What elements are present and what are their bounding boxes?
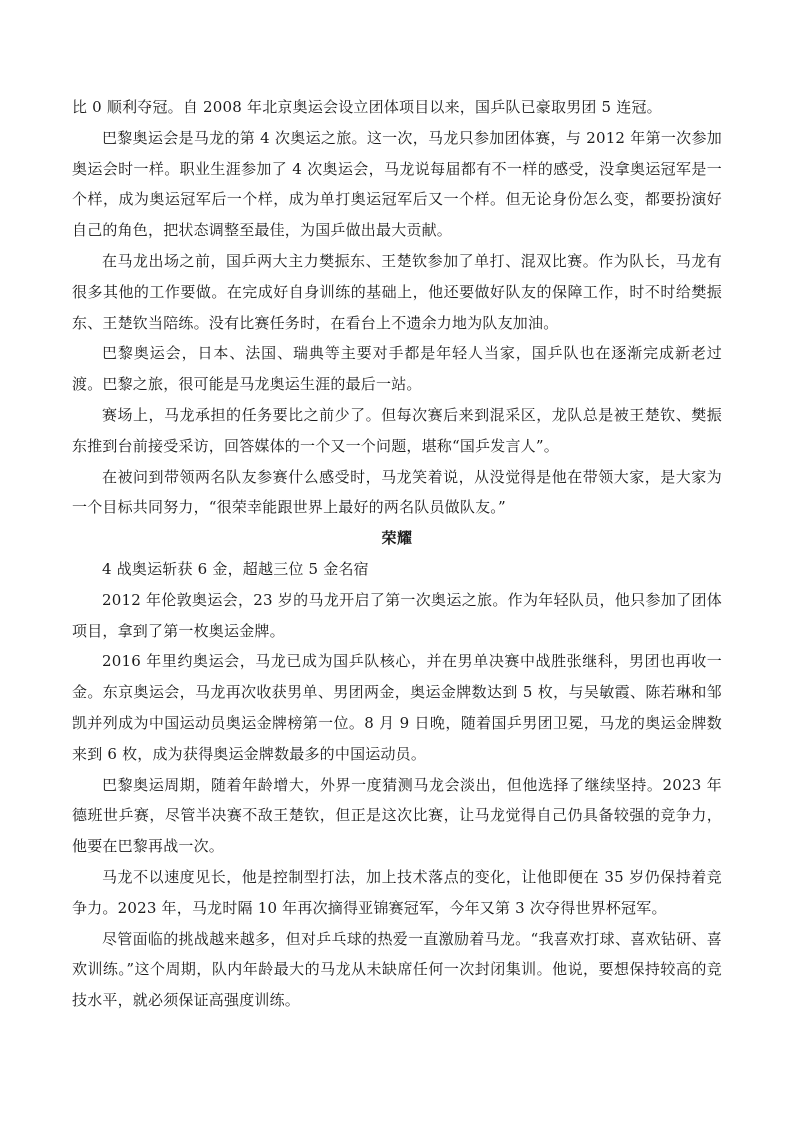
document-page: [72, 92, 722, 1016]
paragraph: 比 0 顺利夺冠。自 2008 年北京奥运会设立团体项目以来，国乒队已豪取男团 5 连冠。: [72, 98, 662, 116]
paragraph: 巴黎奥运周期，随着年龄增大，外界一度猜测马龙会淡出，但他选择了继续坚持。2023 年德班世乒赛，尽管半决赛不敌王楚钦，但正是这次比赛，让马龙觉得自己仍具备较强的竞争力，他要在巴黎再战一次。: [72, 775, 722, 856]
paragraph: 巴黎奥运会是马龙的第 4 次奥运之旅。这一次，马龙只参加团体赛，与 2012 年第一次参加奥运会时一样。职业生涯参加了 4 次奥运会，马龙说每届都有不一样的感受，没拿奥运冠军是一个样，成为奥运冠军后一个样，成为单打奥运冠军后又一个样。但无论身份怎么变，都要扮演好自己的角色，把状态调整至最佳，为国乒做出最大贡献。: [72, 128, 722, 240]
paragraph: 马龙不以速度见长，他是控制型打法，加上技术落点的变化，让他即便在 35 岁仍保持着竞争力。2023 年，马龙时隔 10 年再次摘得亚锦赛冠军，今年又第 3 次夺得世界杯冠军。: [72, 867, 722, 917]
paragraph: 2016 年里约奥运会，马龙已成为国乒队核心，并在男单决赛中战胜张继科，男团也再收一金。东京奥运会，马龙再次收获男单、男团两金，奥运金牌数达到 5 枚，与吴敏霞、陈若琳和邹凯并列成为中国运动员奥运金牌榜第一位。8 月 9 日晚，随着国乒男团卫冕，马龙的奥运金牌数来到 6 枚，成为获得奥运金牌数最多的中国运动员。: [72, 652, 722, 763]
section-title: 荣耀: [381, 529, 413, 548]
paragraph: 赛场上，马龙承担的任务要比之前少了。但每次赛后来到混采区，龙队总是被王楚钦、樊振东推到台前接受采访，回答媒体的一个又一个问题，堪称“国乒发言人”。: [72, 405, 722, 455]
paragraph: 在马龙出场之前，国乒两大主力樊振东、王楚钦参加了单打、混双比赛。作为队长，马龙有很多其他的工作要做。在完成好自身训练的基础上，他还要做好队友的保障工作，时不时给樊振东、王楚钦当陪练。没有比赛任务时，在看台上不遗余力地为队友加油。: [72, 251, 722, 332]
paragraph: 巴黎奥运会，日本、法国、瑞典等主要对手都是年轻人当家，国乒队也在逐渐完成新老过渡。巴黎之旅，很可能是马龙奥运生涯的最后一站。: [72, 344, 722, 394]
paragraph: 2012 年伦敦奥运会，23 岁的马龙开启了第一次奥运之旅。作为年轻队员，他只参加了团体项目，拿到了第一枚奥运金牌。: [72, 590, 722, 640]
paragraph: 尽管面临的挑战越来越多，但对乒乓球的热爱一直激励着马龙。“我喜欢打球、喜欢钻研、喜欢训练。”这个周期，队内年龄最大的马龙从未缺席任何一次封闭集训。他说，要想保持较高的竞技水平，就必须保证高强度训练。: [72, 929, 722, 1010]
section-subtitle: 4 战奥运斩获 6 金，超越三位 5 金名宿: [102, 559, 369, 578]
paragraph: 在被问到带领两名队友参赛什么感受时，马龙笑着说，从没觉得是他在带领大家，是大家为一个目标共同努力，“很荣幸能跟世界上最好的两名队员做队友。”: [72, 467, 722, 517]
